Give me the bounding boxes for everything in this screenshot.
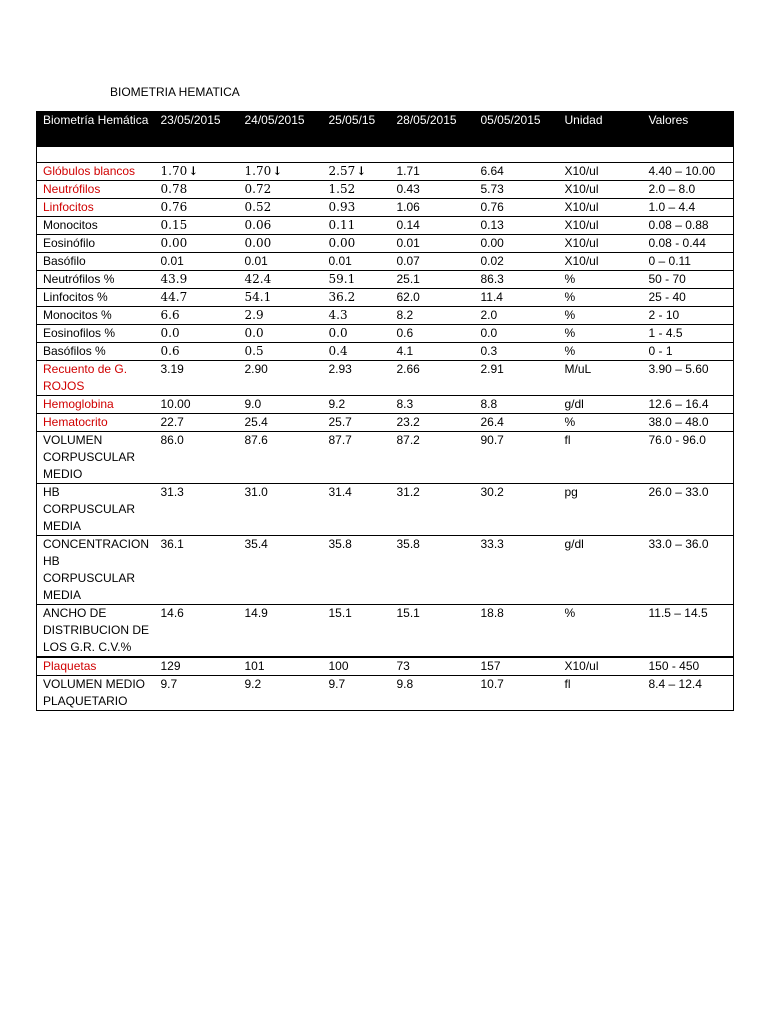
value-cell	[475, 307, 559, 325]
table-row	[37, 361, 734, 396]
value-text: 1.71	[396, 164, 420, 178]
value-cell	[475, 199, 559, 217]
value-text: 0.43	[396, 182, 420, 196]
unit-cell: %	[559, 271, 643, 289]
value-text: 0.0	[328, 326, 348, 340]
value-text: 25.4	[244, 415, 268, 429]
value-cell	[323, 432, 391, 484]
row-label: ANCHO DE DISTRIBUCION DE LOS G.R. C.V.%	[37, 605, 155, 658]
table-row	[37, 181, 734, 199]
value-cell	[239, 217, 323, 235]
value-cell	[155, 484, 239, 536]
value-cell	[475, 432, 559, 484]
header-date-3: 25/05/15	[323, 112, 391, 147]
value-cell	[239, 361, 323, 396]
reference-cell: 3.90 – 5.60	[643, 361, 734, 396]
value-text: 36.1	[160, 537, 184, 551]
value-text: 9.2	[328, 397, 346, 411]
value-text: 9.7	[160, 677, 178, 691]
value-text: 31.3	[160, 485, 184, 499]
value-text: 1.06	[396, 200, 420, 214]
value-cell	[155, 217, 239, 235]
row-label: Monocitos %	[37, 307, 155, 325]
header-parameter: Biometría Hemática	[37, 112, 155, 147]
value-text: 86.3	[480, 272, 504, 286]
table-row	[37, 657, 734, 676]
value-cell	[239, 536, 323, 605]
row-label: Basófilos %	[37, 343, 155, 361]
value-text: 31.2	[396, 485, 420, 499]
value-text: 9.7	[328, 677, 346, 691]
value-text: 2.91	[480, 362, 504, 376]
table-row	[37, 325, 734, 343]
value-cell	[323, 217, 391, 235]
table-row	[37, 307, 734, 325]
value-cell	[475, 361, 559, 396]
value-text: 0.01	[160, 254, 184, 268]
table-row	[37, 676, 734, 711]
reference-cell: 25 - 40	[643, 289, 734, 307]
value-cell	[391, 253, 475, 271]
value-cell	[155, 235, 239, 253]
value-cell	[239, 199, 323, 217]
value-text: 9.0	[244, 397, 262, 411]
value-text: 15.1	[328, 606, 352, 620]
table-row	[37, 289, 734, 307]
table-row	[37, 605, 734, 658]
reference-cell: 1 - 4.5	[643, 325, 734, 343]
value-text: 54.1	[244, 290, 272, 304]
biometria-table	[36, 111, 734, 711]
value-cell	[391, 361, 475, 396]
value-text: 26.4	[480, 415, 504, 429]
value-text: 157	[480, 659, 501, 673]
row-label: Recuento de G. ROJOS	[37, 361, 155, 396]
value-text: 8.8	[480, 397, 498, 411]
row-label: Eosinofilos %	[37, 325, 155, 343]
value-cell	[155, 253, 239, 271]
value-text: 0.72	[244, 182, 272, 196]
reference-cell: 38.0 – 48.0	[643, 414, 734, 432]
value-cell	[475, 271, 559, 289]
value-cell	[475, 235, 559, 253]
value-text: 73	[396, 659, 410, 673]
table-row	[37, 414, 734, 432]
reference-cell: 33.0 – 36.0	[643, 536, 734, 605]
value-cell	[475, 253, 559, 271]
row-label: VOLUMEN CORPUSCULAR MEDIO	[37, 432, 155, 484]
header-date-1: 23/05/2015	[155, 112, 239, 147]
table-row	[37, 253, 734, 271]
value-text: 1.70	[244, 164, 272, 178]
value-text: 9.2	[244, 677, 262, 691]
value-text: 87.7	[328, 433, 352, 447]
value-cell	[323, 396, 391, 414]
row-label: Glóbulos blancos	[37, 163, 155, 181]
value-cell	[323, 271, 391, 289]
value-text: 0.78	[160, 182, 188, 196]
unit-cell: X10/ul	[559, 181, 643, 199]
value-cell	[475, 181, 559, 199]
table-header-row	[37, 112, 734, 147]
value-text: 4.1	[396, 344, 414, 358]
table-row	[37, 536, 734, 605]
value-text: 0.00	[480, 236, 504, 250]
row-label: VOLUMEN MEDIO PLAQUETARIO	[37, 676, 155, 711]
table-row	[37, 271, 734, 289]
value-text: 25.1	[396, 272, 420, 286]
value-cell	[323, 289, 391, 307]
row-label: Basófilo	[37, 253, 155, 271]
value-text: 42.4	[244, 272, 272, 286]
header-unit: Unidad	[559, 112, 643, 147]
value-cell	[155, 676, 239, 711]
value-text: 0.00	[244, 236, 272, 250]
reference-cell: 50 - 70	[643, 271, 734, 289]
table-row	[37, 432, 734, 484]
value-cell	[323, 325, 391, 343]
value-text: 36.2	[328, 290, 356, 304]
value-cell	[323, 235, 391, 253]
value-text: 0.00	[328, 236, 356, 250]
value-text: 2.9	[244, 308, 264, 322]
unit-cell: X10/ul	[559, 657, 643, 676]
value-text: 87.6	[244, 433, 268, 447]
value-text: 6.6	[160, 308, 180, 322]
value-cell	[239, 396, 323, 414]
table-row	[37, 199, 734, 217]
value-cell	[155, 199, 239, 217]
reference-cell: 12.6 – 16.4	[643, 396, 734, 414]
value-cell	[323, 253, 391, 271]
reference-cell: 150 - 450	[643, 657, 734, 676]
value-text: 2.93	[328, 362, 352, 376]
value-cell	[239, 657, 323, 676]
value-cell	[475, 396, 559, 414]
header-date-2: 24/05/2015	[239, 112, 323, 147]
value-cell	[155, 432, 239, 484]
reference-cell: 0 – 0.11	[643, 253, 734, 271]
row-label: Neutrófilos %	[37, 271, 155, 289]
value-cell	[155, 657, 239, 676]
value-cell	[239, 289, 323, 307]
value-cell	[391, 289, 475, 307]
value-text: 6.64	[480, 164, 504, 178]
value-cell	[239, 253, 323, 271]
unit-cell: g/dl	[559, 396, 643, 414]
unit-cell: %	[559, 414, 643, 432]
down-arrow-icon: ↓	[356, 164, 367, 178]
value-text: 2.57	[328, 164, 356, 178]
value-cell	[323, 605, 391, 658]
row-label: Plaquetas	[37, 657, 155, 676]
reference-cell: 2.0 – 8.0	[643, 181, 734, 199]
value-text: 10.00	[160, 397, 191, 411]
value-cell	[155, 181, 239, 199]
value-text: 11.4	[480, 290, 503, 304]
value-text: 2.90	[244, 362, 268, 376]
value-cell	[323, 676, 391, 711]
value-text: 0.3	[480, 344, 498, 358]
reference-cell: 0.08 - 0.44	[643, 235, 734, 253]
value-text: 25.7	[328, 415, 352, 429]
unit-cell: X10/ul	[559, 217, 643, 235]
table-row	[37, 235, 734, 253]
value-cell	[475, 676, 559, 711]
value-cell	[155, 289, 239, 307]
value-cell	[475, 289, 559, 307]
unit-cell: %	[559, 289, 643, 307]
row-label: Eosinófilo	[37, 235, 155, 253]
value-text: 23.2	[396, 415, 420, 429]
value-text: 33.3	[480, 537, 504, 551]
value-cell	[391, 163, 475, 181]
value-cell	[239, 163, 323, 181]
value-cell	[155, 361, 239, 396]
value-cell	[391, 307, 475, 325]
value-cell	[475, 163, 559, 181]
value-cell	[475, 605, 559, 658]
value-text: 0.06	[244, 218, 272, 232]
value-text: 0.15	[160, 218, 188, 232]
value-text: 0.01	[396, 236, 420, 250]
value-text: 9.8	[396, 677, 414, 691]
value-cell	[239, 484, 323, 536]
row-label: Neutrófilos	[37, 181, 155, 199]
unit-cell: X10/ul	[559, 199, 643, 217]
value-text: 8.2	[396, 308, 414, 322]
value-cell	[391, 396, 475, 414]
value-text: 14.9	[244, 606, 268, 620]
header-date-5: 05/05/2015	[475, 112, 559, 147]
unit-cell: X10/ul	[559, 163, 643, 181]
value-text: 0.93	[328, 200, 356, 214]
value-cell	[239, 676, 323, 711]
down-arrow-icon: ↓	[188, 164, 199, 178]
value-cell	[391, 676, 475, 711]
spacer-row	[37, 147, 734, 163]
value-text: 0.76	[160, 200, 188, 214]
value-text: 0.02	[480, 254, 504, 268]
value-cell	[323, 307, 391, 325]
unit-cell: fl	[559, 432, 643, 484]
value-cell	[391, 199, 475, 217]
value-text: 0.76	[480, 200, 504, 214]
value-cell	[391, 432, 475, 484]
value-text: 86.0	[160, 433, 184, 447]
value-cell	[239, 307, 323, 325]
value-text: 35.8	[396, 537, 420, 551]
value-cell	[391, 235, 475, 253]
value-text: 5.73	[480, 182, 504, 196]
value-cell	[155, 605, 239, 658]
value-text: 0.00	[160, 236, 188, 250]
table-row	[37, 484, 734, 536]
value-text: 1.52	[328, 182, 356, 196]
table-row	[37, 343, 734, 361]
value-cell	[239, 325, 323, 343]
value-text: 35.4	[244, 537, 268, 551]
value-text: 59.1	[328, 272, 356, 286]
value-text: 0.14	[396, 218, 420, 232]
value-cell	[155, 396, 239, 414]
reference-cell: 76.0 - 96.0	[643, 432, 734, 484]
table-body	[37, 147, 734, 711]
value-text: 44.7	[160, 290, 188, 304]
reference-cell: 11.5 – 14.5	[643, 605, 734, 658]
value-cell	[391, 484, 475, 536]
value-text: 35.8	[328, 537, 352, 551]
reference-cell: 4.40 – 10.00	[643, 163, 734, 181]
value-cell	[239, 271, 323, 289]
value-cell	[391, 343, 475, 361]
value-cell	[475, 414, 559, 432]
value-cell	[391, 536, 475, 605]
row-label: Monocitos	[37, 217, 155, 235]
unit-cell: M/uL	[559, 361, 643, 396]
value-cell	[475, 657, 559, 676]
value-cell	[323, 343, 391, 361]
value-text: 3.19	[160, 362, 184, 376]
document-title: BIOMETRIA HEMATICA	[110, 85, 240, 99]
row-label: Linfocitos	[37, 199, 155, 217]
unit-cell: g/dl	[559, 536, 643, 605]
value-text: 0.6	[160, 344, 180, 358]
row-label: HB CORPUSCULAR MEDIA	[37, 484, 155, 536]
value-cell	[323, 163, 391, 181]
reference-cell: 1.0 – 4.4	[643, 199, 734, 217]
unit-cell: X10/ul	[559, 235, 643, 253]
value-text: 10.7	[480, 677, 504, 691]
value-cell	[155, 536, 239, 605]
unit-cell: %	[559, 605, 643, 658]
table-row	[37, 163, 734, 181]
value-cell	[323, 484, 391, 536]
down-arrow-icon: ↓	[272, 164, 283, 178]
value-text: 0.5	[244, 344, 264, 358]
value-text: 101	[244, 659, 265, 673]
value-cell	[155, 414, 239, 432]
unit-cell: %	[559, 325, 643, 343]
value-text: 18.8	[480, 606, 504, 620]
value-cell	[323, 536, 391, 605]
value-cell	[323, 199, 391, 217]
value-text: 22.7	[160, 415, 184, 429]
value-cell	[475, 484, 559, 536]
value-cell	[391, 217, 475, 235]
value-text: 0.01	[244, 254, 268, 268]
row-label: Hematocrito	[37, 414, 155, 432]
value-text: 0.07	[396, 254, 420, 268]
value-text: 100	[328, 659, 349, 673]
value-text: 90.7	[480, 433, 504, 447]
value-text: 0.6	[396, 326, 414, 340]
value-cell	[155, 325, 239, 343]
table-row	[37, 396, 734, 414]
value-cell	[323, 414, 391, 432]
value-cell	[475, 343, 559, 361]
value-text: 1.70	[160, 164, 188, 178]
value-cell	[239, 605, 323, 658]
value-text: 0.13	[480, 218, 504, 232]
value-text: 0.0	[160, 326, 180, 340]
row-label: Linfocitos %	[37, 289, 155, 307]
value-text: 0.01	[328, 254, 352, 268]
table-row	[37, 217, 734, 235]
value-cell	[239, 432, 323, 484]
value-text: 87.2	[396, 433, 420, 447]
value-cell	[239, 235, 323, 253]
value-text: 31.4	[328, 485, 352, 499]
value-cell	[323, 181, 391, 199]
unit-cell: %	[559, 307, 643, 325]
unit-cell: X10/ul	[559, 253, 643, 271]
header-date-4: 28/05/2015	[391, 112, 475, 147]
unit-cell: %	[559, 343, 643, 361]
value-text: 0.11	[328, 218, 356, 232]
value-text: 4.3	[328, 308, 348, 322]
value-text: 43.9	[160, 272, 188, 286]
value-text: 31.0	[244, 485, 268, 499]
value-text: 0.0	[244, 326, 264, 340]
value-text: 2.0	[480, 308, 498, 322]
row-label: Hemoglobina	[37, 396, 155, 414]
value-cell	[239, 181, 323, 199]
value-cell	[391, 181, 475, 199]
value-cell	[391, 657, 475, 676]
value-text: 129	[160, 659, 181, 673]
reference-cell: 2 - 10	[643, 307, 734, 325]
unit-cell: pg	[559, 484, 643, 536]
value-text: 8.3	[396, 397, 414, 411]
value-cell	[391, 271, 475, 289]
value-cell	[391, 605, 475, 658]
value-text: 14.6	[160, 606, 184, 620]
value-cell	[475, 325, 559, 343]
value-cell	[155, 307, 239, 325]
unit-cell: fl	[559, 676, 643, 711]
value-text: 62.0	[396, 290, 420, 304]
value-cell	[475, 217, 559, 235]
value-cell	[155, 271, 239, 289]
reference-cell: 0.08 – 0.88	[643, 217, 734, 235]
value-cell	[475, 536, 559, 605]
value-text: 0.4	[328, 344, 348, 358]
value-cell	[239, 414, 323, 432]
row-label: CONCENTRACION HB CORPUSCULAR MEDIA	[37, 536, 155, 605]
value-text: 2.66	[396, 362, 420, 376]
reference-cell: 8.4 – 12.4	[643, 676, 734, 711]
reference-cell: 26.0 – 33.0	[643, 484, 734, 536]
value-cell	[155, 343, 239, 361]
reference-cell: 0 - 1	[643, 343, 734, 361]
value-cell	[391, 325, 475, 343]
value-cell	[323, 657, 391, 676]
value-text: 30.2	[480, 485, 504, 499]
header-reference: Valores	[643, 112, 734, 147]
value-cell	[239, 343, 323, 361]
value-cell	[391, 414, 475, 432]
value-cell	[323, 361, 391, 396]
value-text: 0.52	[244, 200, 272, 214]
value-text: 0.0	[480, 326, 498, 340]
value-text: 15.1	[396, 606, 420, 620]
value-cell	[155, 163, 239, 181]
